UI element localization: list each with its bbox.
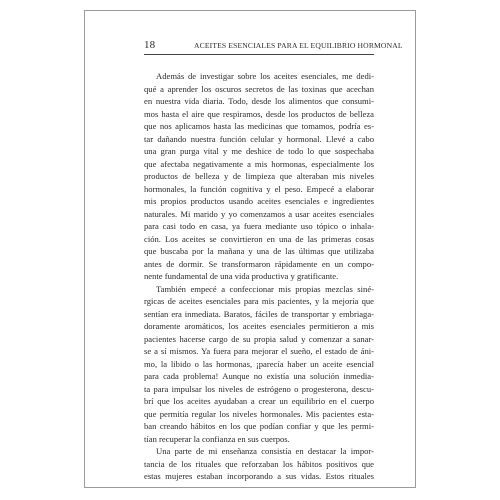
- paragraph: [144, 70, 374, 283]
- text-line: tancia de los rituales que reforzaban los hábitos positivos que: [144, 458, 374, 469]
- text-line: brí que los aceites ayudaban a crear un equilibrio en el cuerpo: [144, 396, 374, 406]
- text-line: que afectaba negativamente a mis hormonas, especialmente los: [144, 158, 374, 169]
- text-line: para casi todo en casa, ya fuera mediante uso tópico o inhala-: [144, 221, 374, 231]
- text-line: hormonales, la función cognitiva y el peso. Empecé a elaborar: [144, 183, 374, 194]
- text-line: pacientes hacerse cargo de su propia salud y comenzar a sanar-: [144, 333, 374, 344]
- text-line: ta para impulsar los niveles de estrógeno o progesterona, descu-: [144, 383, 374, 394]
- text-line: ban creando hábitos en los que podían confiar y que les permi-: [144, 421, 374, 431]
- text-line: que buscaba por la mañana y una de las últimas que utilizaba: [144, 246, 374, 256]
- text-line: en nuestra vida diaria. Todo, desde los alimentos que consumi-: [144, 96, 374, 106]
- text-line: que permitía regular los niveles hormonales. Mis pacientes esta-: [144, 408, 374, 419]
- text-line: mos hasta el aire que respiramos, desde los productos de belleza: [144, 108, 374, 119]
- body-text: [144, 70, 374, 483]
- text-line: una gran purga vital y me deshice de todo lo que sospechaba: [144, 146, 374, 156]
- text-line: tían recuperar la confianza en sus cuerpos.: [144, 433, 290, 444]
- text-line: Una parte de mi enseñanza consistía en destacar la impor-: [156, 446, 374, 456]
- text-line: productos de belleza y de limpieza que alteraban mis niveles: [144, 171, 374, 181]
- text-line: antes de dormir. Se transformaron rápidamente en un compo-: [144, 258, 374, 269]
- text-line: mo, la libido o las hormonas, ¡parecía haber un aceite esencial: [144, 358, 374, 369]
- text-line: tar dañando nuestra función celular y hormonal. Llevé a cabo: [144, 133, 374, 144]
- text-line: mis propios productos usando aceites esenciales e ingredientes: [144, 196, 374, 206]
- text-line: se a sí mismos. Ya fuera para mejorar el sueño, el estado de áni-: [144, 346, 374, 356]
- text-line: naturales. Mi marido y yo comenzamos a usar aceites esenciales: [144, 208, 374, 219]
- header-rule: [144, 54, 374, 55]
- text-line: estas mujeres estaban incorporando a sus vidas. Estos rituales: [144, 471, 374, 481]
- text-line: para cada problema! Aunque no existía una solución inmedia-: [144, 371, 374, 381]
- text-line: También empecé a confeccionar mis propias mezclas siné-: [156, 283, 374, 294]
- page-number: 18: [144, 39, 156, 51]
- running-head: ACEITES ESENCIALES PARA EL EQUILIBRIO HORMONAL: [194, 41, 403, 50]
- paragraph: [144, 283, 374, 446]
- text-line: doramente aromáticos, los aceites esenciales permitieron a mis: [144, 321, 374, 331]
- text-line: Además de investigar sobre los aceites esenciales, me dedi-: [156, 71, 374, 81]
- text-line: que nos aplicamos hasta las medicinas que tomamos, podría es-: [144, 121, 374, 131]
- text-line: ción. Los aceites se convirtieron en una de las primeras cosas: [144, 233, 374, 244]
- text-line: qué a aprender los oscuros secretos de las toxinas que acechan: [144, 83, 374, 94]
- text-line: rgicas de aceites esenciales para mis pacientes, y la mejoría que: [144, 296, 374, 306]
- text-line: nente fundamental de una vida productiva y gratificante.: [144, 271, 339, 281]
- text-line: sentían era inmediata. Baratos, fáciles de transportar y embriaga-: [144, 308, 374, 319]
- paragraph: [144, 445, 374, 483]
